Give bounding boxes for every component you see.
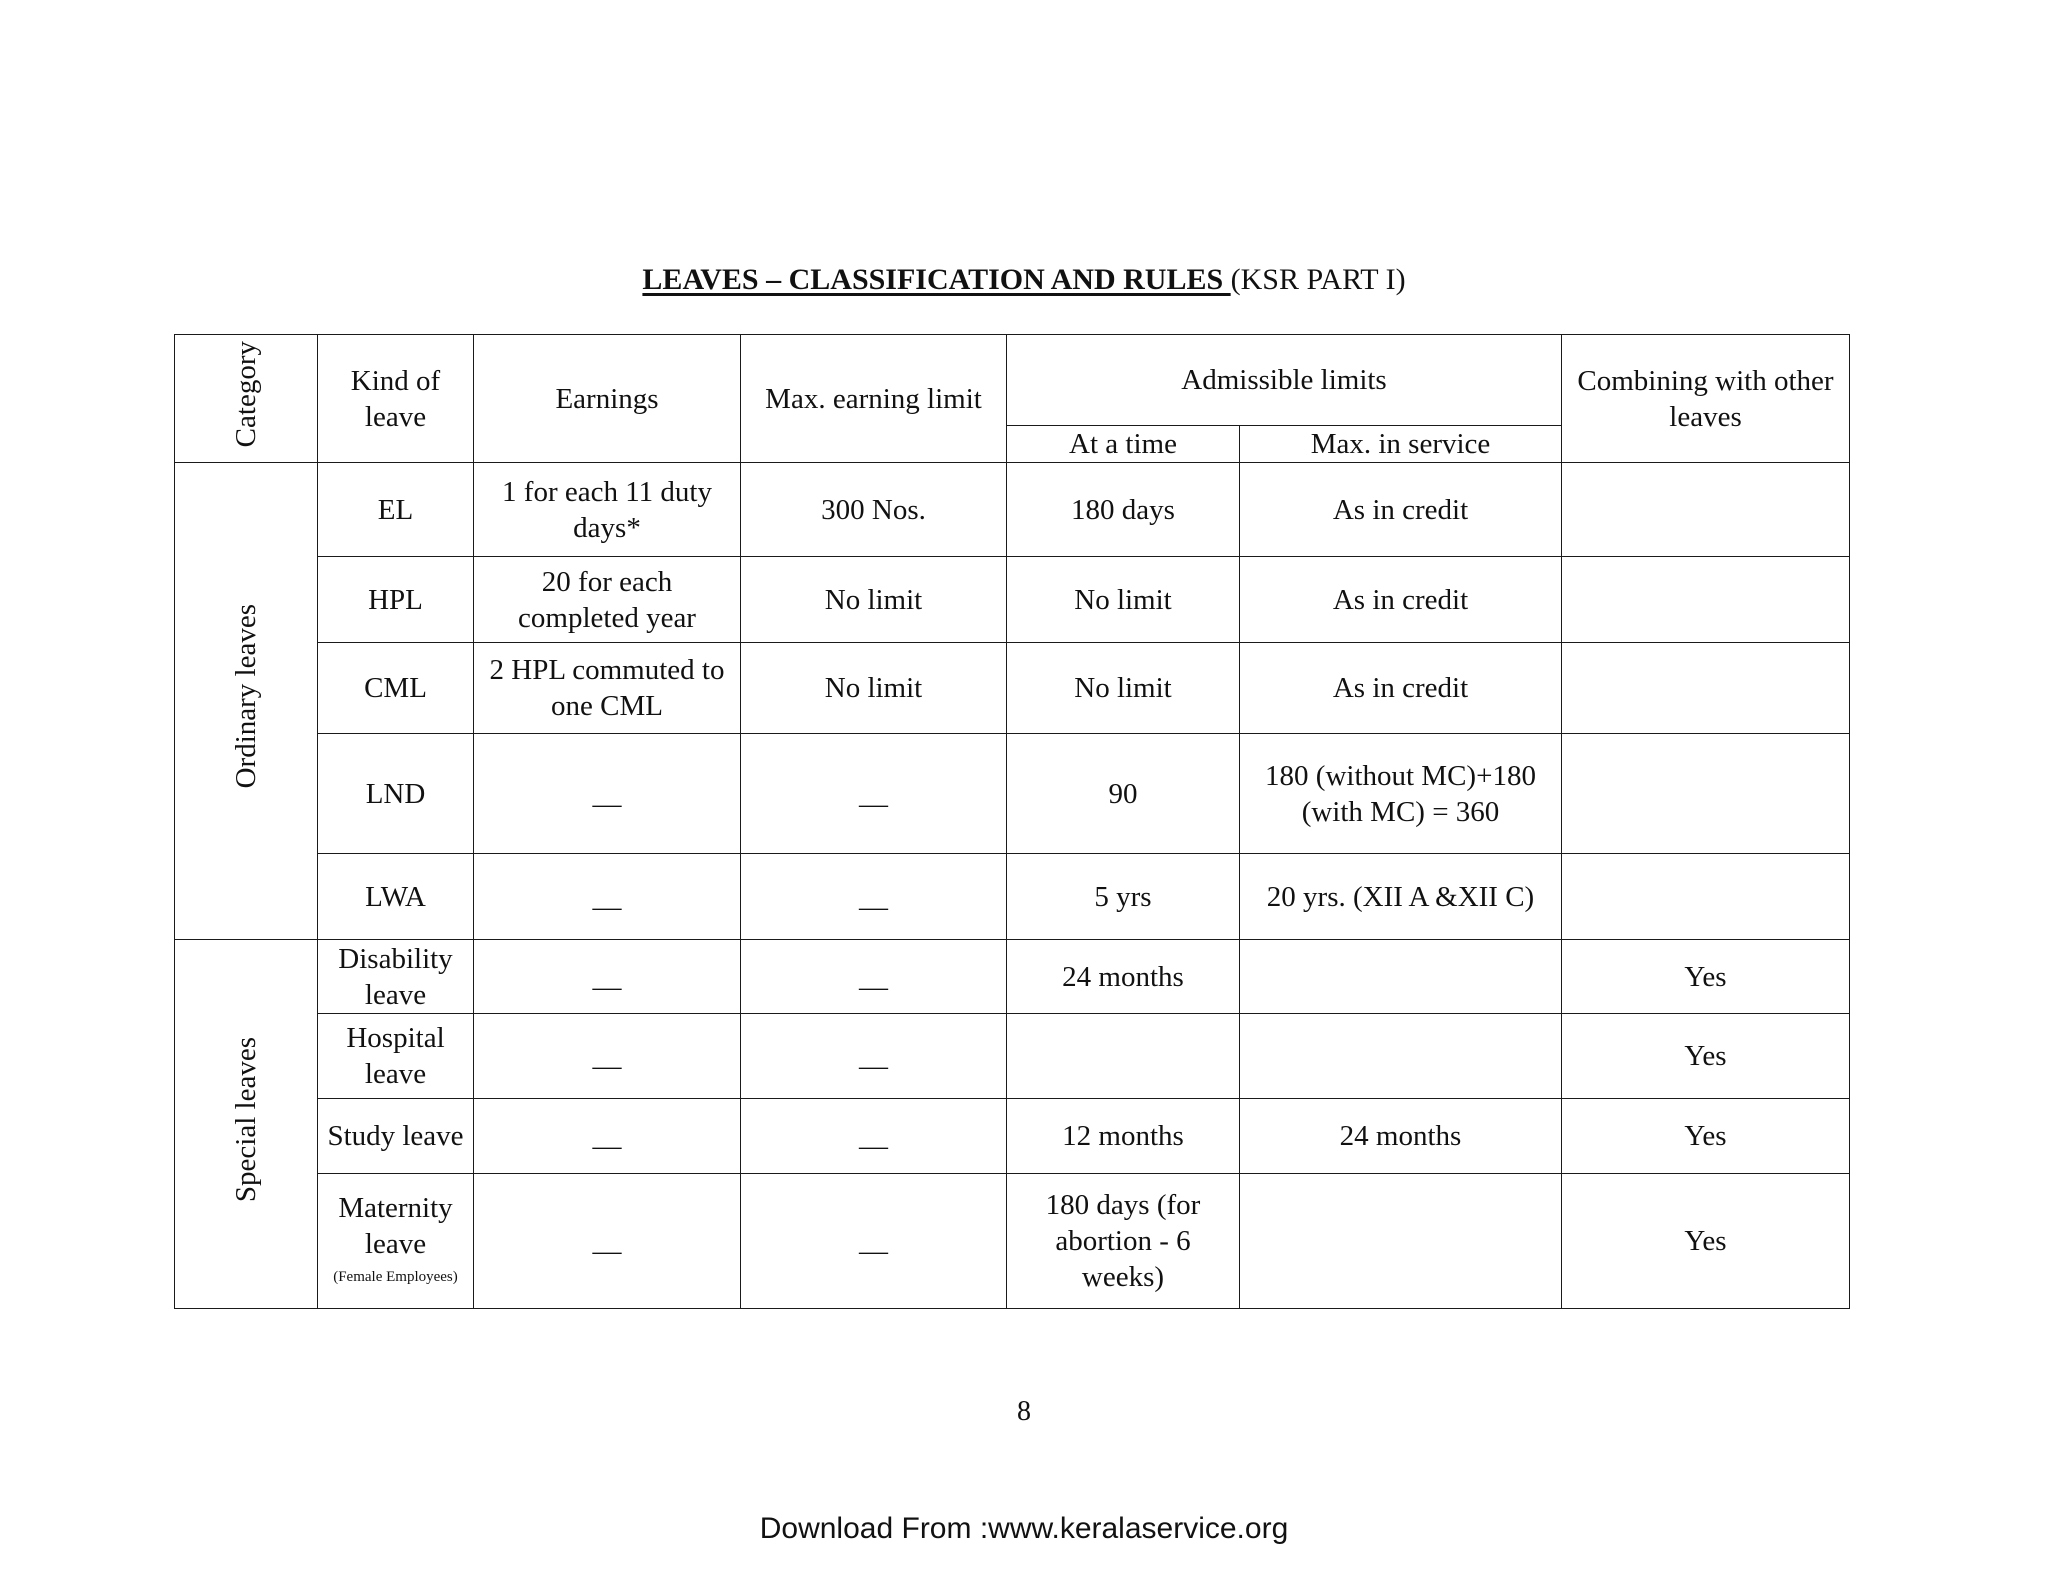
cell-earnings — [474, 1099, 741, 1174]
cell-max-in-service — [1240, 463, 1562, 557]
earnings-value: — — [592, 787, 622, 820]
cell-combining — [1562, 940, 1850, 1014]
cell-at-a-time — [1007, 643, 1240, 734]
cell-combining — [1562, 463, 1850, 557]
cell-kind — [318, 1099, 474, 1174]
table-row — [175, 1099, 1850, 1174]
title-sub: (KSR PART I) — [1230, 263, 1406, 296]
header-max-in-service: Max. in service — [1240, 426, 1562, 463]
cell-kind — [318, 854, 474, 940]
cell-at-a-time — [1007, 734, 1240, 854]
kind-label: HPL — [368, 583, 423, 616]
cell-max-limit — [741, 734, 1007, 854]
cell-at-a-time — [1007, 557, 1240, 643]
max-limit-value: — — [859, 1130, 888, 1162]
earnings-value: — — [592, 890, 622, 923]
cell-earnings — [474, 1174, 741, 1309]
max-in-service-value: As in credit — [1332, 583, 1469, 616]
kind-label: Disability leave — [338, 942, 453, 1011]
kind-note: (Female Employees) — [333, 1269, 458, 1285]
at-a-time-value: 180 days (for abortion - 6 weeks) — [1045, 1189, 1201, 1293]
table-row — [175, 1014, 1850, 1099]
table-row — [175, 734, 1850, 854]
cell-combining — [1562, 643, 1850, 734]
cell-at-a-time — [1007, 1099, 1240, 1174]
kind-label: LND — [365, 777, 426, 810]
max-in-service-value: As in credit — [1332, 493, 1469, 526]
header-category — [175, 335, 318, 463]
header-earnings: Earnings — [474, 335, 741, 463]
table-body — [175, 463, 1850, 1309]
cell-kind — [318, 940, 474, 1014]
cell-max-in-service — [1240, 557, 1562, 643]
footer-download-note: Download From :www.keralaservice.org — [759, 1512, 1289, 1545]
table-row — [175, 940, 1850, 1014]
category-cell-special — [175, 940, 318, 1309]
earnings-value: — — [592, 1050, 622, 1082]
table-row — [175, 463, 1850, 557]
cell-max-in-service — [1240, 643, 1562, 734]
combining-value: Yes — [1684, 960, 1727, 993]
cell-kind — [318, 643, 474, 734]
cell-combining — [1562, 1174, 1850, 1309]
combining-value: Yes — [1684, 1120, 1727, 1152]
table-row — [175, 1174, 1850, 1309]
kind-label: Maternity leave — [338, 1192, 453, 1260]
max-limit-value: No limit — [824, 672, 923, 704]
cell-combining — [1562, 854, 1850, 940]
page-number: 8 — [1017, 1396, 1031, 1427]
cell-at-a-time — [1007, 463, 1240, 557]
cell-max-limit — [741, 557, 1007, 643]
max-in-service-value: 180 (without MC)+180 (with MC) = 360 — [1265, 759, 1536, 828]
cell-earnings — [474, 854, 741, 940]
at-a-time-value: 180 days — [1071, 493, 1175, 526]
kind-label: Hospital leave — [346, 1022, 445, 1090]
earnings-value: 20 for each completed year — [518, 565, 696, 634]
cell-at-a-time — [1007, 1174, 1240, 1309]
cell-earnings — [474, 643, 741, 734]
cell-max-limit — [741, 854, 1007, 940]
earnings-value: — — [592, 1235, 622, 1267]
header-max-limit: Max. earning limit — [741, 335, 1007, 463]
cell-earnings — [474, 463, 741, 557]
cell-max-limit — [741, 643, 1007, 734]
max-limit-value: — — [859, 787, 888, 820]
cell-combining — [1562, 1014, 1850, 1099]
cell-earnings — [474, 940, 741, 1014]
cell-max-in-service — [1240, 940, 1562, 1014]
at-a-time-value: 5 yrs — [1094, 880, 1152, 913]
at-a-time-value: 12 months — [1062, 1120, 1184, 1152]
kind-label: LWA — [365, 880, 426, 913]
category-label: Ordinary leaves — [230, 604, 262, 789]
at-a-time-value: No limit — [1074, 672, 1172, 704]
table-row — [175, 854, 1850, 940]
max-in-service-value: As in credit — [1332, 672, 1469, 704]
cell-kind — [318, 1014, 474, 1099]
cell-max-in-service — [1240, 1099, 1562, 1174]
leaves-table — [174, 334, 1850, 1309]
kind-label: CML — [364, 672, 427, 704]
at-a-time-value: 24 months — [1062, 960, 1184, 993]
category-label: Special leaves — [230, 1036, 262, 1203]
cell-max-in-service — [1240, 854, 1562, 940]
max-in-service-value: 20 yrs. (XII A &XII C) — [1266, 880, 1535, 913]
cell-earnings — [474, 734, 741, 854]
header-at-a-time: At a time — [1007, 426, 1240, 463]
earnings-value: — — [592, 970, 622, 1003]
category-cell-ordinary — [175, 463, 318, 940]
at-a-time-value: 90 — [1108, 777, 1138, 810]
cell-max-limit — [741, 1174, 1007, 1309]
cell-max-limit — [741, 940, 1007, 1014]
earnings-value: — — [592, 1130, 622, 1162]
max-limit-value: — — [859, 970, 888, 1003]
cell-at-a-time — [1007, 940, 1240, 1014]
kind-label: Study leave — [327, 1120, 464, 1152]
table-row — [175, 557, 1850, 643]
header-kind: Kind of leave — [318, 335, 474, 463]
cell-max-limit — [741, 1099, 1007, 1174]
at-a-time-value: No limit — [1074, 583, 1172, 616]
kind-label: EL — [377, 493, 414, 526]
cell-max-limit — [741, 463, 1007, 557]
max-limit-value: — — [859, 890, 888, 923]
cell-combining — [1562, 557, 1850, 643]
max-limit-value: 300 Nos. — [821, 493, 926, 526]
document-title — [0, 262, 2048, 298]
cell-kind — [318, 734, 474, 854]
title-main: LEAVES – CLASSIFICATION AND RULES — [642, 263, 1231, 296]
cell-combining — [1562, 1099, 1850, 1174]
cell-at-a-time — [1007, 854, 1240, 940]
header-category-label: Category — [230, 340, 262, 448]
combining-value: Yes — [1684, 1225, 1727, 1257]
cell-kind — [318, 557, 474, 643]
header-admissible: Admissible limits — [1007, 335, 1562, 426]
table-row — [175, 643, 1850, 734]
cell-at-a-time — [1007, 1014, 1240, 1099]
cell-earnings — [474, 557, 741, 643]
cell-combining — [1562, 734, 1850, 854]
max-limit-value: No limit — [824, 583, 923, 616]
max-limit-value: — — [859, 1050, 888, 1082]
combining-value: Yes — [1684, 1040, 1727, 1072]
cell-earnings — [474, 1014, 741, 1099]
max-limit-value: — — [859, 1235, 888, 1267]
earnings-value: 1 for each 11 duty days* — [502, 475, 712, 544]
cell-max-limit — [741, 1014, 1007, 1099]
cell-kind — [318, 1174, 474, 1309]
cell-max-in-service — [1240, 1014, 1562, 1099]
cell-max-in-service — [1240, 734, 1562, 854]
header-combining: Combining with other leaves — [1562, 335, 1850, 463]
cell-kind — [318, 463, 474, 557]
cell-max-in-service — [1240, 1174, 1562, 1309]
earnings-value: 2 HPL commuted to one CML — [489, 654, 725, 722]
max-in-service-value: 24 months — [1339, 1120, 1462, 1152]
